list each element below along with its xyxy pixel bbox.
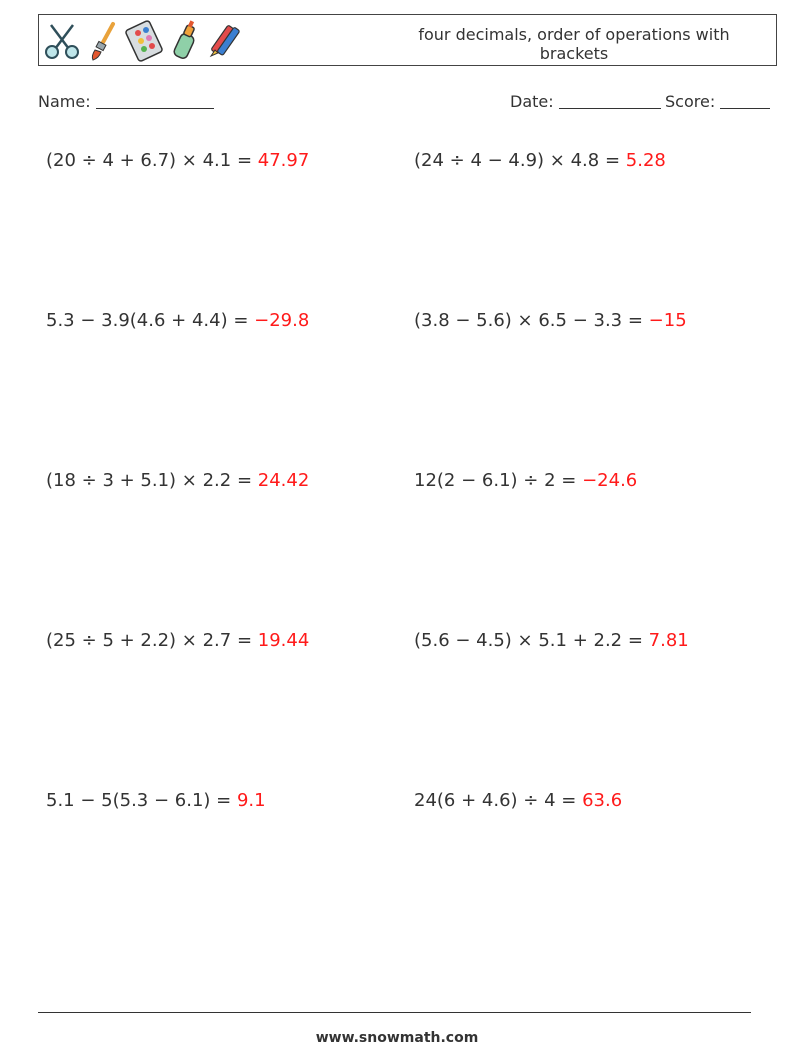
problem-answer: 5.28 [625,150,666,171]
problem-1 [46,150,309,171]
score-field [665,92,770,111]
problem-10 [414,790,622,811]
problem-answer: −15 [648,310,687,331]
problem-answer: 63.6 [582,790,623,811]
problem-answer: 47.97 [257,150,310,171]
paint-palette-icon [125,20,165,62]
problem-answer: 19.44 [257,630,310,651]
problem-expression: (18 ÷ 3 + 5.1) × 2.2 = [46,470,253,491]
glue-bottle-icon [171,20,201,62]
date-label: Date: [510,92,554,111]
problem-expression: 5.3 − 3.9(4.6 + 4.4) = [46,310,249,331]
date-blank [559,92,661,109]
problem-6 [414,470,637,491]
worksheet-title: four decimals, order of operations with brackets [418,25,730,63]
problem-answer: −24.6 [582,470,638,491]
footer-divider [38,1012,751,1013]
score-blank [720,92,770,109]
name-label: Name: [38,92,91,111]
paintbrush-icon [87,20,119,62]
problem-7 [46,630,309,651]
worksheet-header [38,14,777,66]
problem-expression: (20 ÷ 4 + 6.7) × 4.1 = [46,150,253,171]
problem-8 [414,630,689,651]
problem-expression: (24 ÷ 4 − 4.9) × 4.8 = [414,150,621,171]
icon-strip [43,18,243,64]
problem-answer: 9.1 [236,790,266,811]
date-field [510,92,661,111]
problem-4 [414,310,687,331]
problem-expression: 12(2 − 6.1) ÷ 2 = [414,470,577,491]
problem-2 [414,150,666,171]
name-field [38,92,214,111]
problem-expression: 24(6 + 4.6) ÷ 4 = [414,790,577,811]
score-label: Score: [665,92,716,111]
scissors-icon [43,21,81,61]
problem-9 [46,790,266,811]
problem-expression: (25 ÷ 5 + 2.2) × 2.7 = [46,630,253,651]
problem-answer: 7.81 [648,630,689,651]
problem-expression: 5.1 − 5(5.3 − 6.1) = [46,790,232,811]
problem-3 [46,310,309,331]
problem-answer: −29.8 [254,310,310,331]
problem-expression: (5.6 − 4.5) × 5.1 + 2.2 = [414,630,643,651]
problem-answer: 24.42 [257,470,310,491]
crayon-icon [207,20,243,62]
problem-expression: (3.8 − 5.6) × 6.5 − 3.3 = [414,310,643,331]
name-blank [96,92,214,109]
footer-url[interactable]: www.snowmath.com [315,1030,479,1046]
problem-5 [46,470,309,491]
